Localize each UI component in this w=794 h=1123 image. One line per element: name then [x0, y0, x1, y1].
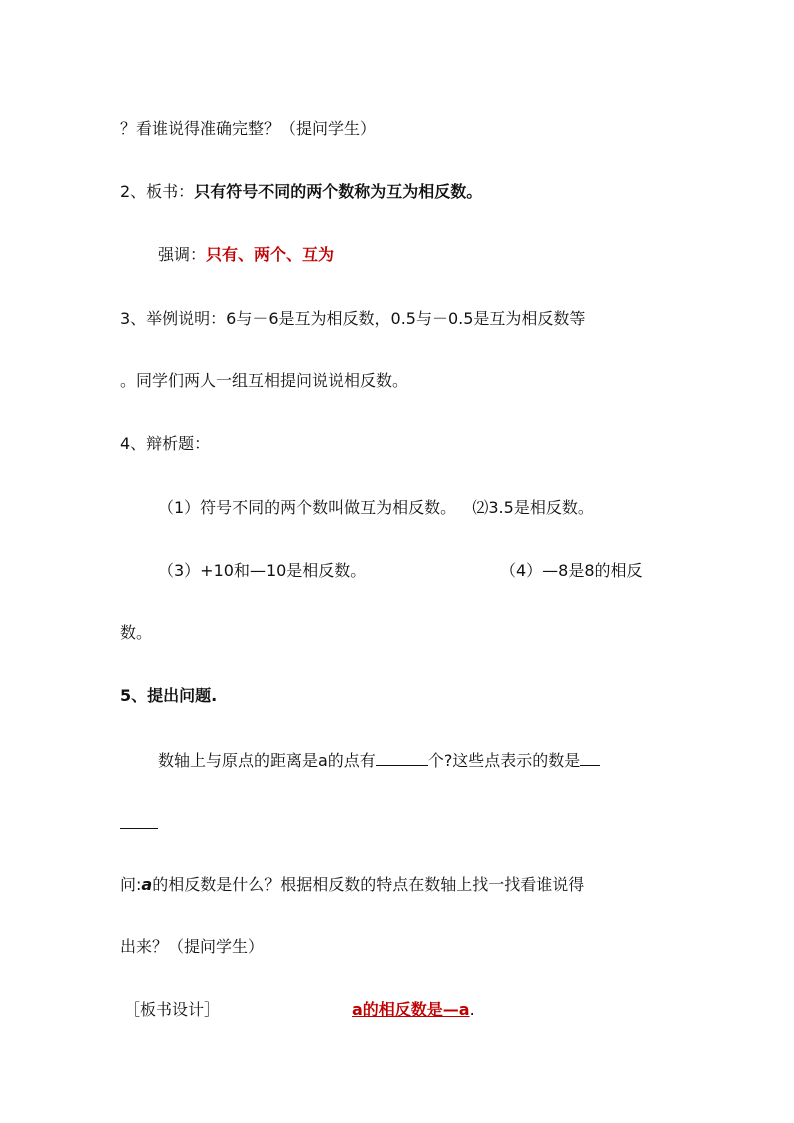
analysis-heading: 4、辩析题：: [120, 434, 211, 453]
analysis-heading-line: [120, 433, 210, 455]
blackboard-definition-line: [120, 181, 482, 203]
analysis-item-4-end: 数。: [120, 623, 153, 642]
number-line-question: [158, 749, 600, 771]
emphasis-prefix: 强调：: [158, 245, 207, 264]
blackboard-design-label-line: [124, 999, 220, 1021]
question-line: [120, 118, 376, 140]
problem-heading-line: [120, 685, 217, 707]
opposite-question-text: 的相反数是什么？根据相反数的特点在数轴上找一找看谁说得: [152, 875, 585, 894]
answer-blank-continuation: [120, 812, 158, 834]
blackboard-design-period: .: [469, 1000, 475, 1019]
analysis-item-4: （4）—8是8的相反: [500, 561, 643, 580]
example-continuation-text: 。同学们两人一组互相提问说说相反数。: [120, 371, 409, 390]
answer-blank-count: [376, 749, 428, 766]
analysis-item-4-wrap: [500, 560, 643, 582]
answer-blank-numbers-start: [580, 749, 600, 766]
blackboard-design-content: a的相反数是—a: [352, 1000, 470, 1019]
analysis-item-2: ⑵3.5是相反数。: [472, 498, 594, 517]
problem-heading: 5、提出问题.: [120, 686, 218, 705]
blackboard-design-content-line: [352, 999, 475, 1021]
analysis-items-3-4: [158, 560, 366, 582]
variable-a: a: [141, 875, 153, 894]
opposite-question-line: [120, 874, 584, 896]
question-prefix: 问:: [120, 875, 142, 894]
number-line-question-part1: 数轴上与原点的距离是a的点有: [158, 751, 376, 770]
opposite-question-continuation: [120, 936, 264, 958]
example-line: [120, 308, 585, 330]
emphasis-keywords: 只有、两个、互为: [206, 245, 335, 264]
example-text: 3、举例说明：6与－6是互为相反数，0.5与－0.5是互为相反数等: [120, 309, 586, 328]
emphasis-line: [158, 244, 334, 266]
question-text: ？看谁说得准确完整？（提问学生）: [120, 119, 377, 138]
item-2-prefix: 2、板书：: [120, 182, 195, 201]
analysis-item-4-continuation: [120, 622, 152, 644]
analysis-item-1: （1）符号不同的两个数叫做互为相反数。: [158, 498, 457, 517]
answer-blank-numbers-end: [120, 812, 158, 829]
definition-text: 只有符号不同的两个数称为互为相反数。: [194, 182, 483, 201]
analysis-items-1-2: [158, 497, 594, 519]
analysis-item-3: （3）+10和—10是相反数。: [158, 561, 367, 580]
opposite-question-end: 出来？（提问学生）: [120, 937, 265, 956]
example-continuation-line: [120, 370, 408, 392]
number-line-question-part2: 个?这些点表示的数是: [427, 751, 581, 770]
blackboard-design-label: ［板书设计］: [124, 1000, 221, 1019]
